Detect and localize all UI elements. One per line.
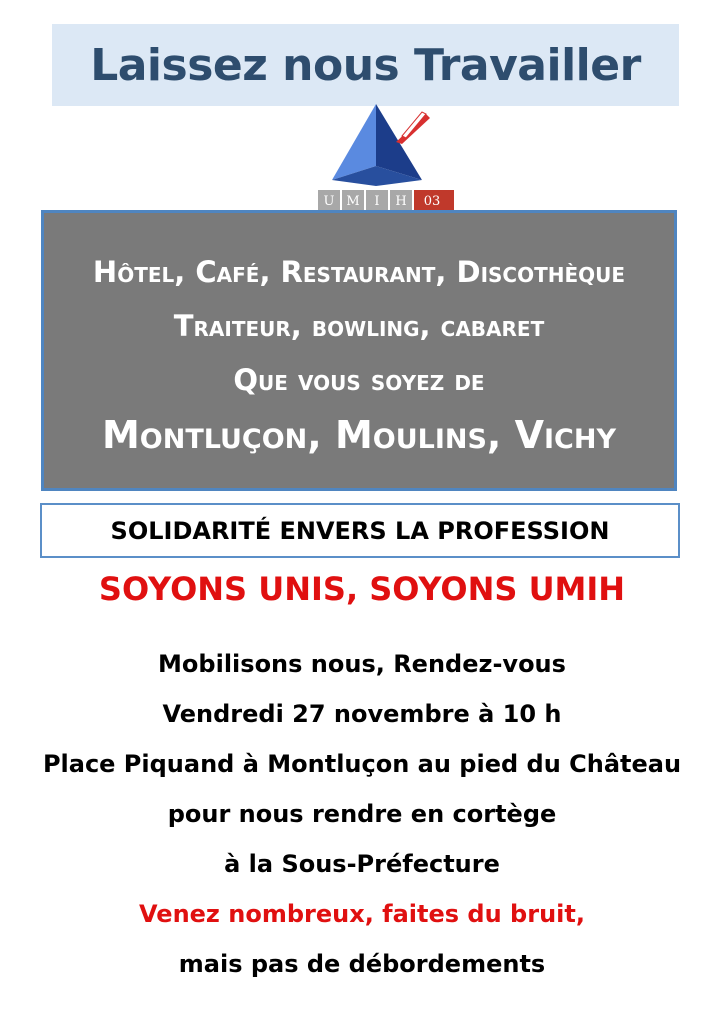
details-line-3: Place Piquand à Montluçon au pied du Château bbox=[42, 750, 682, 778]
professions-line-3: Que vous soyez de bbox=[233, 363, 485, 397]
logo-department: 03 bbox=[423, 194, 441, 209]
details-line-1: Mobilisons nous, Rendez-vous bbox=[158, 650, 566, 678]
cities-line: Montluçon, Moulins, Vichy bbox=[101, 413, 617, 457]
details-line-2: Vendredi 27 novembre à 10 h bbox=[162, 700, 562, 728]
professions-box bbox=[41, 210, 677, 491]
slogan: SOYONS UNIS, SOYONS UMIH bbox=[98, 570, 626, 608]
solidarity-box bbox=[40, 503, 680, 558]
solidarity-text: SOLIDARITÉ ENVERS LA PROFESSION bbox=[110, 516, 610, 545]
umih-logo bbox=[318, 104, 458, 212]
logo-letter-h: H bbox=[395, 194, 407, 209]
details-line-7: mais pas de débordements bbox=[178, 950, 546, 978]
details-line-4: pour nous rendre en cortège bbox=[167, 800, 557, 828]
logo-letter-i: I bbox=[374, 194, 380, 209]
professions-line-2: Traiteur, bowling, cabaret bbox=[173, 309, 545, 343]
logo-letter-u: U bbox=[323, 194, 335, 209]
logo-letter-m: M bbox=[346, 194, 360, 209]
professions-line-1: Hôtel, Café, Restaurant, Discothèque bbox=[92, 255, 626, 289]
page-title: Laissez nous Travailler bbox=[90, 39, 641, 91]
details-line-6: Venez nombreux, faites du bruit, bbox=[139, 900, 585, 928]
title-banner bbox=[52, 24, 679, 106]
details-line-5: à la Sous-Préfecture bbox=[224, 850, 500, 878]
